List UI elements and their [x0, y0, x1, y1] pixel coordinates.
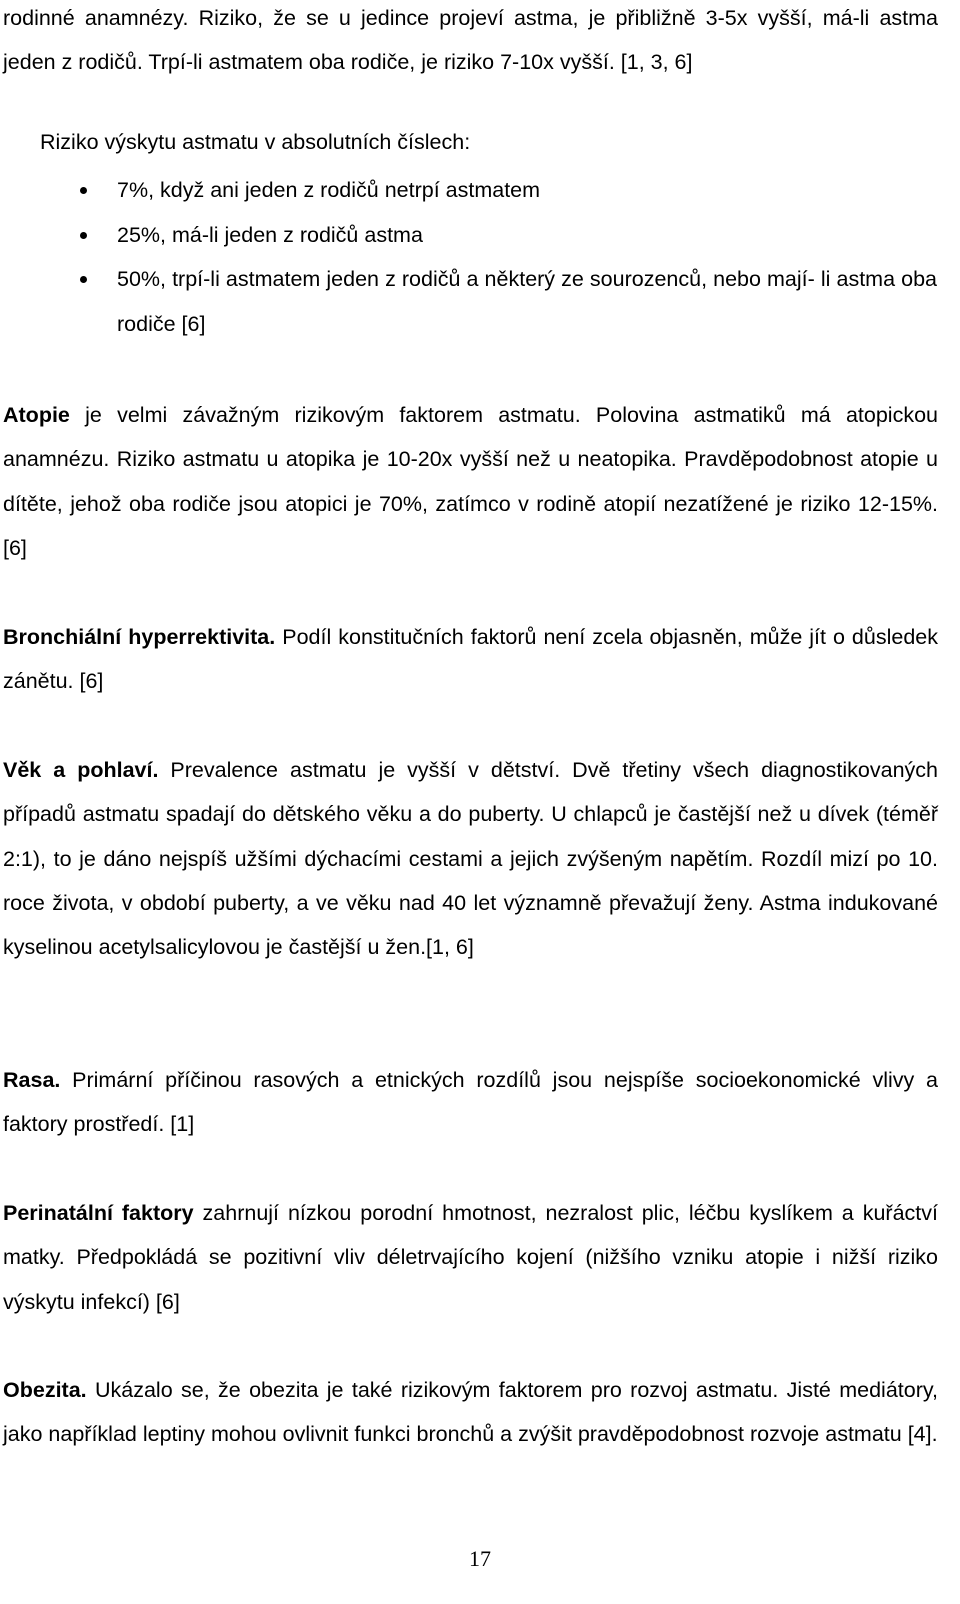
bronchialni-paragraph	[3, 615, 938, 704]
paragraph-term: Bronchiální hyperrektivita.	[3, 625, 276, 649]
bullet-icon	[80, 187, 87, 194]
rasa-paragraph	[3, 1058, 938, 1147]
obezita-paragraph	[3, 1368, 938, 1457]
bullet-text: 25%, má-li jeden z rodičů astma	[117, 222, 423, 247]
paragraph-text: Primární příčinou rasových a etnických rozdílů jsou nejspíše socioekonomické vlivy a faktory prostředí. [1]	[3, 1068, 938, 1137]
list-item	[0, 168, 937, 213]
list-item	[0, 257, 937, 346]
paragraph-term: Obezita.	[3, 1378, 87, 1402]
list-item	[0, 213, 937, 258]
paragraph-text: je velmi závažným rizikovým faktorem astmatu. Polovina astmatiků má atopickou anamnézu. Riziko astmatu u atopika je 10-20x vyšší než u neatopika. Pravděpodobnost atopie u dítěte, jehož oba rodiče jsou atopici je 70%, zatímco v rodině atopií nezatížené je riziko 12-15%. [6]	[3, 403, 938, 560]
bullet-icon	[80, 276, 87, 283]
perinatalni-paragraph	[3, 1191, 938, 1324]
paragraph-term: Atopie	[3, 403, 70, 427]
paragraph-term: Perinatální faktory	[3, 1201, 194, 1225]
paragraph-text: Podíl konstitučních faktorů není zcela objasněn, může jít o důsledek zánětu. [6]	[3, 625, 938, 694]
paragraph-text: Ukázalo se, že obezita je také rizikovým faktorem pro rozvoj astmatu. Jisté mediátory, jako například leptiny mohou ovlivnit funkci bronchů a zvýšit pravděpodobnost rozvoje astmatu [4].	[3, 1378, 938, 1447]
bullet-icon	[80, 232, 87, 239]
paragraph-term: Věk a pohlaví.	[3, 758, 159, 782]
risk-intro: Riziko výskytu astmatu v absolutních číslech:	[40, 130, 471, 154]
paragraph-text: Prevalence astmatu je vyšší v dětství. Dvě třetiny všech diagnostikovaných případů astmatu spadají do dětského věku a do puberty. U chlapců je častější než u dívek (téměř 2:1), to je dáno nejspíš užšími dýchacími cestami a jejich zvýšeným napětím. Rozdíl mizí po 10. roce života, v období puberty, a ve věku nad 40 let významně převažují ženy. Astma indukované kyselinou acetylsalicylovou je častější u žen.[1, 6]	[3, 758, 938, 960]
atopie-paragraph	[3, 393, 938, 570]
opening-paragraph: rodinné anamnézy. Riziko, že se u jedince projeví astma, je přibližně 3-5x vyšší, má-li astma jeden z rodičů. Trpí-li astmatem oba rodiče, je riziko 7-10x vyšší. [1, 3, 6]	[3, 6, 938, 75]
paragraph-text: zahrnují nízkou porodní hmotnost, nezralost plic, léčbu kyslíkem a kuřáctví matky. Předpokládá se pozitivní vliv déletrvajícího kojení (nižšího vzniku atopie i nižší riziko výskytu infekcí) [6]	[3, 1201, 938, 1314]
bullet-text: 7%, když ani jeden z rodičů netrpí astmatem	[117, 178, 541, 202]
bullet-text: 50%, trpí-li astmatem jeden z rodičů a některý ze sourozenců, nebo mají- li astma oba rodiče [6]	[117, 267, 937, 336]
page-number: 17	[469, 1546, 491, 1571]
risk-bullet-list	[0, 168, 960, 346]
vek-paragraph	[3, 748, 938, 969]
paragraph-term: Rasa.	[3, 1068, 61, 1092]
